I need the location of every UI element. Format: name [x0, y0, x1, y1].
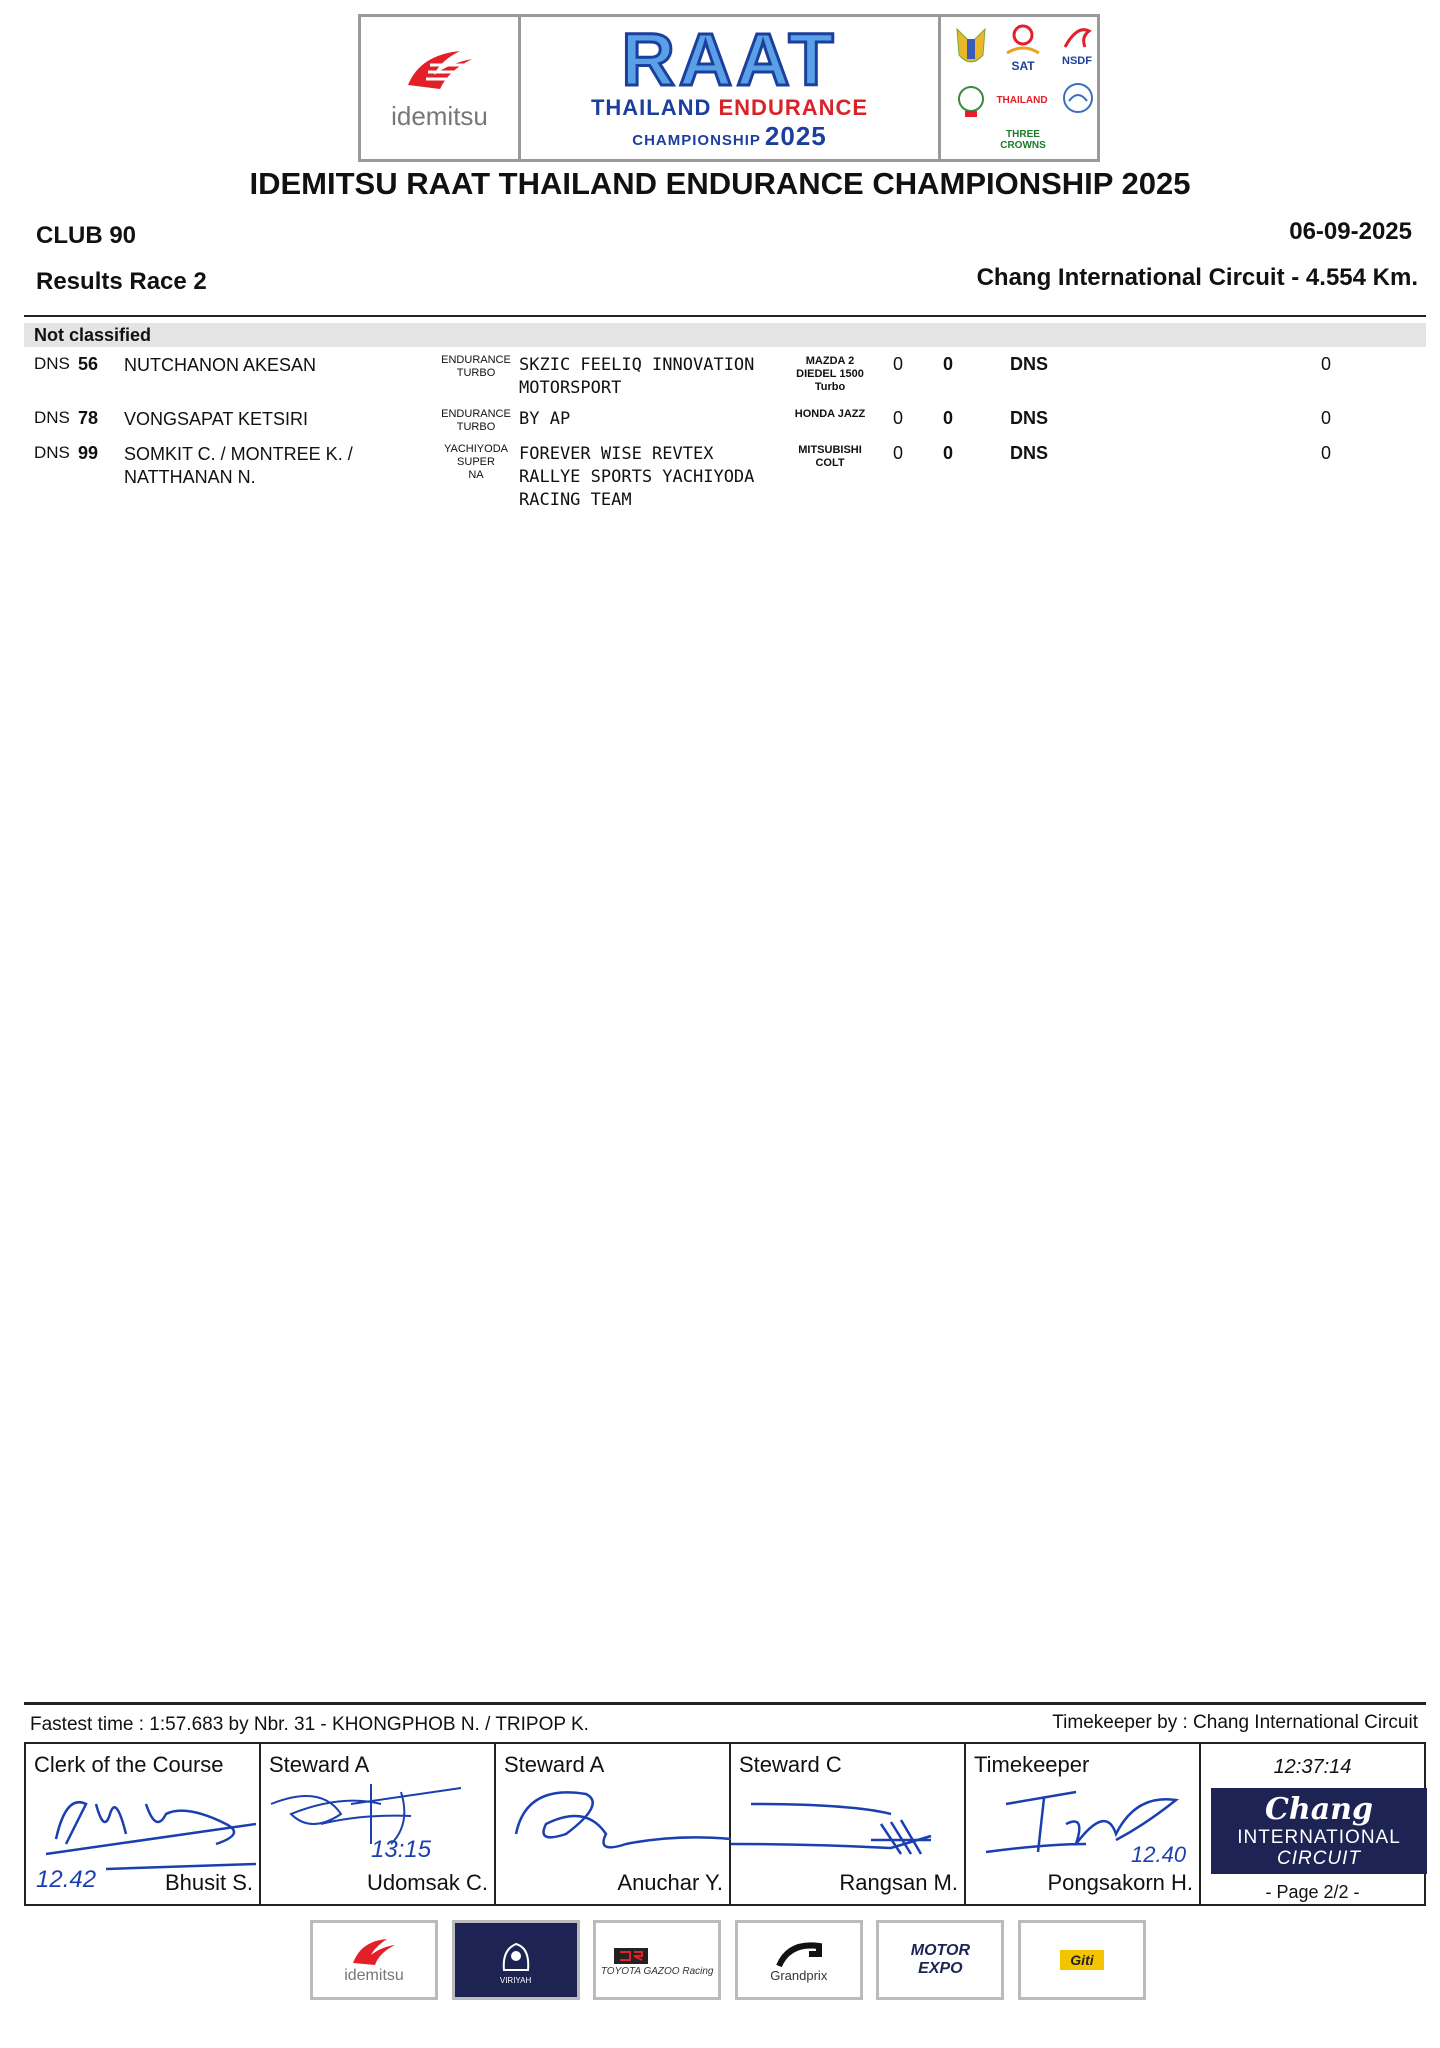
row-points: 0 — [1320, 443, 1331, 463]
row-driver: NUTCHANON AKESAN — [124, 355, 317, 375]
official-name: Bhusit S. — [164, 1870, 253, 1895]
sponsor-label: Grandprix — [770, 1967, 828, 1983]
row-points: 0 — [1320, 408, 1331, 428]
row-class: NA — [468, 469, 484, 481]
row-class: ENDURANCE — [441, 408, 511, 420]
header-divider — [24, 315, 1426, 317]
class-name: CLUB 90 — [36, 222, 137, 249]
official-name: Anuchar Y. — [617, 1870, 723, 1895]
timekeeper-by: Timekeeper by : Chang International Circuit — [1052, 1712, 1418, 1733]
row-pits: 0 — [942, 408, 953, 428]
crest-icon — [955, 25, 987, 69]
sponsor-label: Giti — [1060, 1950, 1103, 1970]
sponsor-label: MOTOR EXPO — [910, 1942, 970, 1977]
raat-line1-b: ENDURANCE — [718, 94, 869, 120]
row-team: SKZIC FEELIQ INNOVATION — [519, 355, 755, 375]
raat-wordmark: RAAT — [621, 17, 838, 101]
gr-logo-icon — [612, 1944, 702, 1966]
sponsor-grandprix — [735, 1920, 863, 2000]
sponsor-giti — [1018, 1920, 1146, 2000]
signature-table — [24, 1742, 1426, 1906]
sponsor-label: TOYOTA GAZOO Racing — [600, 1965, 714, 1977]
circle-logo-icon — [1061, 81, 1095, 115]
row-result: DNS — [1010, 443, 1049, 463]
idemitsu-logo — [361, 17, 521, 159]
sponsor-label: VIRIYAH — [499, 1975, 532, 1985]
row-car: MITSUBISHI — [798, 444, 862, 456]
three-crowns-label: THREE CROWNS — [1000, 129, 1046, 151]
row-team: MOTORSPORT — [519, 378, 622, 398]
signature-time-note: 13:15 — [371, 1836, 432, 1863]
raat-line2-b: 2025 — [764, 120, 827, 151]
chang-line2: CIRCUIT — [1276, 1848, 1362, 1869]
row-number: 78 — [78, 408, 99, 428]
sat-logo-icon — [1001, 23, 1045, 63]
row-class: TURBO — [456, 367, 496, 379]
page-title: IDEMITSU RAAT THAILAND ENDURANCE CHAMPIONSHIP 2025 — [249, 166, 1191, 201]
emblem-icon — [955, 79, 987, 123]
footer-divider — [24, 1702, 1426, 1705]
row-team: RACING TEAM — [519, 490, 632, 510]
row-laps: 0 — [892, 408, 903, 428]
row-laps: 0 — [892, 354, 903, 374]
row-car: MAZDA 2 — [805, 355, 855, 367]
row-class: SUPER — [457, 456, 495, 468]
row-driver: SOMKIT C. / MONTREE K. / — [124, 444, 353, 464]
row-number: 99 — [78, 443, 99, 463]
official-name: Udomsak C. — [366, 1870, 488, 1895]
chang-line1: INTERNATIONAL — [1237, 1827, 1401, 1848]
official-name: Pongsakorn H. — [1047, 1870, 1193, 1895]
print-time: 12:37:14 — [1273, 1756, 1352, 1778]
raat-line2-a: CHAMPIONSHIP — [632, 131, 761, 149]
sponsor-motor-expo — [876, 1920, 1004, 2000]
signature-time-note: 12.40 — [1131, 1842, 1187, 1867]
partner-logos — [941, 17, 1097, 159]
official-title: Timekeeper — [974, 1752, 1090, 1777]
idemitsu-flame-icon — [400, 45, 480, 95]
header-banner — [358, 14, 1100, 162]
official-title: Steward A — [269, 1752, 370, 1777]
circuit-name: Chang International Circuit - 4.554 Km. — [976, 264, 1418, 291]
sponsor-idemitsu — [310, 1920, 438, 2000]
row-number: 56 — [78, 354, 99, 374]
sat-label: SAT — [1011, 59, 1035, 73]
results-label: Results Race 2 — [36, 268, 207, 295]
row-result: DNS — [1010, 354, 1049, 374]
idemitsu-wordmark: idemitsu — [391, 100, 488, 131]
signature-cell-clerk — [26, 1744, 261, 1904]
row-car: DIEDEL 1500 — [796, 368, 864, 380]
signature-time-note: 12.42 — [36, 1866, 97, 1893]
signature-cell-steward-c — [731, 1744, 966, 1904]
row-laps: 0 — [892, 443, 903, 463]
sponsor-label: idemitsu — [344, 1967, 404, 1984]
official-title: Clerk of the Course — [34, 1752, 224, 1777]
row-status: DNS — [34, 354, 70, 373]
amazing-thailand-label: THAILAND — [996, 95, 1048, 106]
official-title: Steward C — [739, 1752, 842, 1777]
lion-emblem-icon — [496, 1936, 536, 1976]
official-name: Rangsan M. — [839, 1870, 958, 1895]
chang-circuit-logo — [1211, 1788, 1427, 1874]
row-team: FOREVER WISE REVTEX — [519, 444, 714, 464]
fastest-time: Fastest time : 1:57.683 by Nbr. 31 - KHONGPHOB N. / TRIPOP K. — [30, 1714, 589, 1735]
row-points: 0 — [1320, 354, 1331, 374]
signature-cell-steward-a2 — [496, 1744, 731, 1904]
row-driver: NATTHANAN N. — [124, 467, 256, 487]
signature-cell-stamp — [1201, 1744, 1424, 1904]
page-number: - Page 2/2 - — [1265, 1882, 1360, 1902]
row-team: RALLYE SPORTS YACHIYODA — [519, 467, 755, 487]
grandprix-swoosh-icon — [769, 1938, 829, 1968]
signature-cell-steward-a1 — [261, 1744, 496, 1904]
row-class: ENDURANCE — [441, 354, 511, 366]
row-team: BY AP — [519, 409, 571, 429]
row-driver: VONGSAPAT KETSIRI — [124, 409, 309, 429]
row-status: DNS — [34, 408, 70, 427]
idemitsu-flame-icon — [349, 1935, 399, 1967]
row-class: TURBO — [456, 421, 496, 433]
row-car: HONDA JAZZ — [794, 408, 866, 420]
sponsor-strip — [310, 1920, 1146, 2006]
section-bar — [24, 323, 1426, 347]
nsdf-logo-icon — [1059, 23, 1095, 53]
row-pits: 0 — [942, 443, 953, 463]
signature-cell-timekeeper — [966, 1744, 1201, 1904]
sponsor-viriyah — [452, 1920, 580, 2000]
nsdf-label: NSDF — [1062, 55, 1092, 67]
row-status: DNS — [34, 443, 70, 462]
row-car: Turbo — [814, 381, 846, 393]
row-pits: 0 — [942, 354, 953, 374]
race-date: 06-09-2025 — [1289, 218, 1412, 245]
chang-brand: Chang — [1265, 1792, 1373, 1827]
official-title: Steward A — [504, 1752, 605, 1777]
row-class: YACHIYODA — [444, 443, 508, 455]
row-result: DNS — [1010, 408, 1049, 428]
raat-line1-a: THAILAND — [590, 94, 712, 120]
sponsor-toyota-gazoo — [593, 1920, 721, 2000]
raat-logo — [521, 17, 941, 159]
section-label: Not classified — [34, 325, 152, 345]
row-car: COLT — [815, 457, 845, 469]
